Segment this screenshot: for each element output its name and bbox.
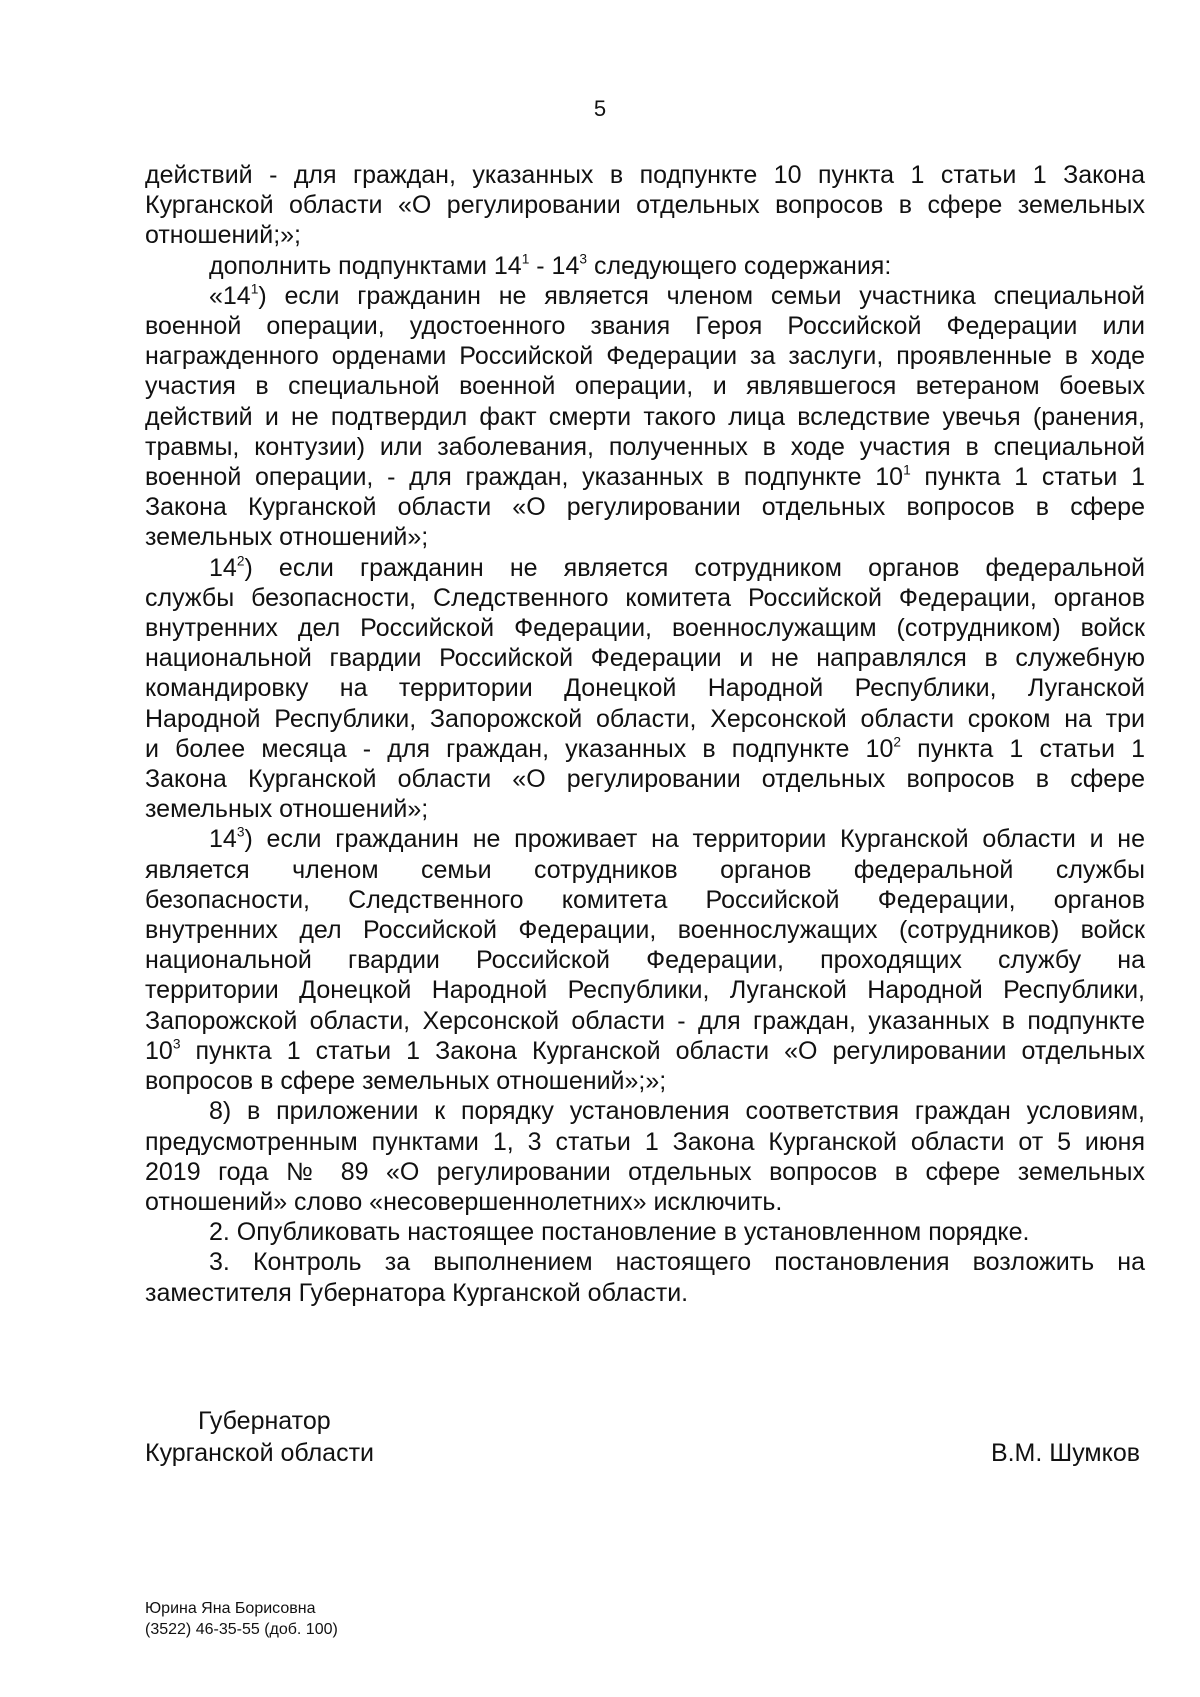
body-line: 2. Опубликовать настоящее постановление в установленном порядке.	[209, 1218, 1030, 1247]
contact-phone: (3522) 46-35-55 (доб. 100)	[145, 1621, 338, 1638]
body-line: 8) в приложении к порядку установления соответствия граждан условиям,	[209, 1097, 1145, 1126]
body-line: 3. Контроль за выполнением настоящего постановления возложить на	[209, 1248, 1145, 1277]
body-line: военной операции, - для граждан, указанных в подпункте $10^1$ пункта 1 статьи 1	[145, 462, 1145, 492]
body-line: земельных отношений»;	[145, 523, 429, 552]
body-line: травмы, контузии) или заболевания, полученных в ходе участия в специальной	[145, 432, 1145, 461]
body-line: Курганской области «О регулировании отдельных вопросов в сфере земельных	[145, 191, 1145, 220]
body-line: командировку на территории Донецкой Народной Республики, Луганской	[145, 674, 1145, 703]
body-line: заместителя Губернатора Курганской области.	[145, 1278, 689, 1307]
body-line: $14^3$) если гражданин не проживает на территории Курганской области и не	[209, 825, 1145, 854]
body-line: службы безопасности, Следственного комитета Российской Федерации, органов	[145, 583, 1145, 612]
body-line: «$14^1$) если гражданин не является членом семьи участника специальной	[209, 281, 1145, 310]
signature-row	[145, 1437, 1140, 1469]
body-line: национальной гвардии Российской Федерации, проходящих службу на	[145, 946, 1145, 975]
body-line: предусмотренным пунктами 1, 3 статьи 1 Закона Курганской области от 5 июня	[145, 1127, 1145, 1156]
body-line: территории Донецкой Народной Республики, Луганской Народной Республики,	[145, 976, 1145, 1005]
document-body	[145, 160, 1145, 1308]
body-line: 2019 года № 89 «О регулировании отдельных вопросов в сфере земельных	[145, 1157, 1145, 1186]
body-line: Закона Курганской области «О регулировании отдельных вопросов в сфере	[145, 765, 1145, 794]
body-line: внутренних дел Российской Федерации, военнослужащим (сотрудником) войск	[145, 614, 1145, 643]
body-line: $10^3$ пункта 1 статьи 1 Закона Курганской области «О регулировании отдельных	[145, 1036, 1145, 1065]
body-line: награжденного орденами Российской Федерации за заслуги, проявленные в ходе	[145, 342, 1145, 371]
body-line: и более месяца - для граждан, указанных в подпункте $10^2$ пункта 1 статьи 1	[145, 734, 1145, 763]
body-line: Народной Республики, Запорожской области, Херсонской области сроком на три	[145, 704, 1145, 733]
body-line: национальной гвардии Российской Федерации и не направлялся в служебную	[145, 644, 1145, 673]
signature-title-line2: Курганской области	[145, 1439, 375, 1467]
body-line: участия в специальной военной операции, и являвшегося ветераном боевых	[145, 372, 1145, 401]
body-line: отношений;»;	[145, 221, 302, 250]
body-line: $14^2$) если гражданин не является сотрудником органов федеральной	[209, 553, 1145, 582]
body-line: является членом семьи сотрудников органов федеральной службы	[145, 855, 1145, 884]
body-line: действий - для граждан, указанных в подпункте 10 пункта 1 статьи 1 Закона	[145, 161, 1145, 189]
body-line: Запорожской области, Херсонской области - для граждан, указанных в подпункте	[145, 1006, 1145, 1035]
page-number: 5	[593, 96, 607, 121]
body-line: вопросов в сфере земельных отношений»;»;	[145, 1067, 667, 1096]
body-line: безопасности, Следственного комитета Российской Федерации, органов	[145, 885, 1145, 914]
body-line: внутренних дел Российской Федерации, военнослужащих (сотрудников) войск	[145, 916, 1145, 945]
contact-name: Юрина Яна Борисовна	[145, 1600, 316, 1617]
signatory-name: В.М. Шумков	[990, 1439, 1140, 1467]
body-line: отношений» слово «несовершеннолетних» исключить.	[145, 1187, 783, 1216]
body-line: действий и не подтвердил факт смерти такого лица вследствие увечья (ранения,	[145, 402, 1145, 431]
body-line: земельных отношений»;	[145, 795, 429, 824]
contact-block	[145, 1598, 338, 1640]
body-line: военной операции, удостоенного звания Героя Российской Федерации или	[145, 312, 1145, 341]
body-line: дополнить подпунктами $14^1 - 14^3$ следующего содержания:	[209, 251, 892, 280]
signature-block	[145, 1405, 1140, 1469]
body-line: Закона Курганской области «О регулировании отдельных вопросов в сфере	[145, 493, 1145, 522]
signature-title-line1: Губернатор	[198, 1407, 331, 1435]
